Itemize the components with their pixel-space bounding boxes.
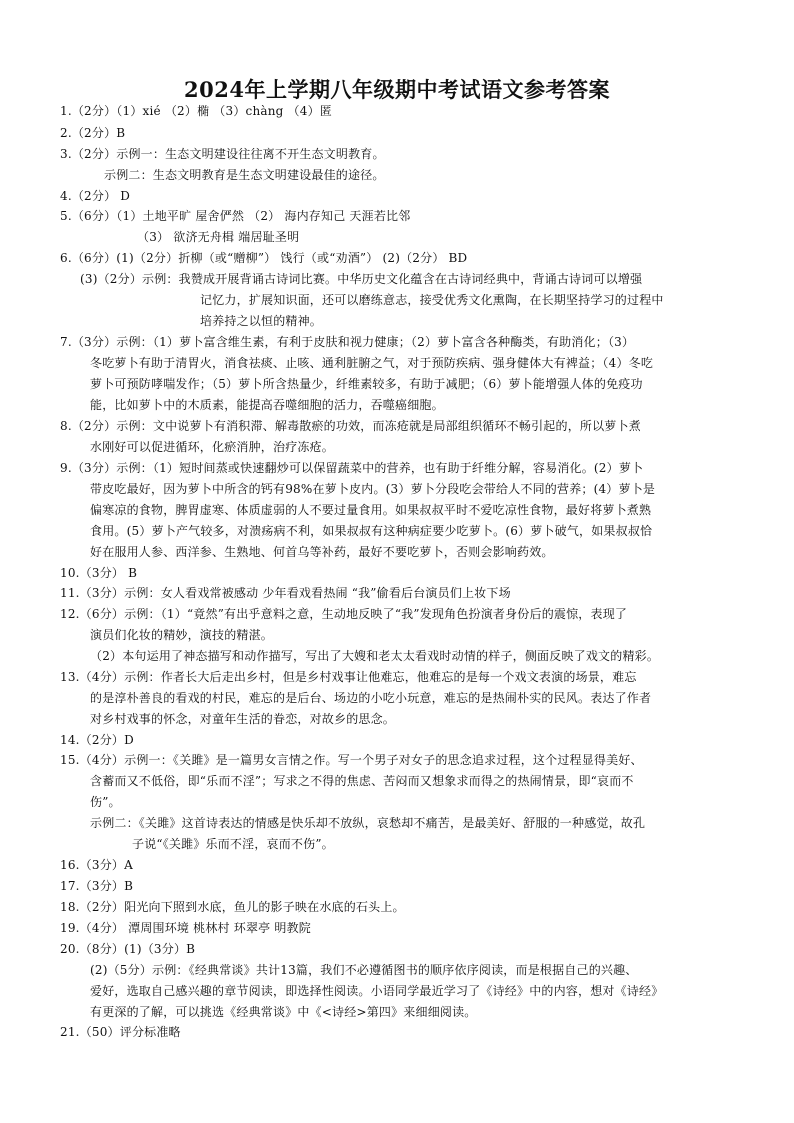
answer-line-q17: 17.（3分）B bbox=[60, 879, 134, 893]
answer-line-q7a: 7.（3分）示例：（1）萝卜富含维生素，有利于皮肤和视力健康；（2）萝卜富含各种酶类，有助消化；（3） bbox=[60, 335, 635, 349]
answer-line-q9e: 好在服用人参、西洋参、生熟地、何首乌等补药，最好不要吃萝卜，否则会影响药效。 bbox=[90, 545, 554, 559]
answer-line-q10: 10.（3分） B bbox=[60, 566, 138, 580]
answer-line-q15d: 示例二：《关雎》这首诗表达的情感是快乐却不放纵，哀愁却不痛苦，是最美好、舒服的一种感觉，故孔 bbox=[90, 816, 646, 830]
answer-line-q15a: 15.（4分）示例一：《关雎》是一篇男女言情之作。写一个男子对女子的思念追求过程，这个过程显得美好、 bbox=[60, 753, 643, 767]
answer-line-q20c: 爱好，选取自己感兴趣的章节阅读，即选择性阅读。小语同学最近学习了《诗经》中的内容，想对《诗经》 bbox=[90, 984, 664, 998]
answer-line-q15c: 伤”。 bbox=[90, 795, 121, 809]
answer-line-q4: 4.（2分） D bbox=[60, 189, 131, 203]
answer-line-q13c: 对乡村戏事的怀念，对童年生活的眷恋，对故乡的思念。 bbox=[90, 712, 396, 726]
answer-line-q15e: 子说“《关雎》乐而不淫，哀而不伤”。 bbox=[132, 837, 334, 851]
page-title: 2024年上学期八年级期中考试语文参考答案 bbox=[184, 77, 610, 102]
answer-line-q20a: 20.（8分）(1)（3分）B bbox=[60, 942, 196, 956]
answer-line-q7b: 冬吃萝卜有助于清胃火，消食祛痰、止咳、通利脏腑之气，对于预防疾病、强身健体大有裨益；（4）冬吃 bbox=[90, 356, 654, 370]
answer-line-q13b: 的是淳朴善良的看戏的村民，难忘的是后台、场边的小吃小玩意，难忘的是热闹朴实的民风。表达了作者 bbox=[90, 691, 652, 705]
answer-line-q2: 2.（2分）B bbox=[60, 126, 126, 140]
answer-line-q13a: 13.（4分）示例：作者长大后走出乡村，但是乡村戏事让他难忘，他难忘的是每一个戏文表演的场景，难忘 bbox=[60, 670, 637, 684]
answer-line-q15b: 含蓄而又不低俗，即“乐而不淫”；写求之不得的焦虑、苦闷而又想象求而得之的热闹情景，即“哀而不 bbox=[90, 774, 634, 788]
answer-line-q5a: 5.（6分）（1）土地平旷 屋舍俨然 （2） 海内存知己 天涯若比邻 bbox=[60, 209, 411, 223]
answer-line-q18: 18.（2分）阳光向下照到水底，鱼儿的影子映在水底的石头上。 bbox=[60, 900, 405, 914]
answer-line-q20d: 有更深的了解，可以挑选《经典常谈》中《<诗经>第四》来细细阅读。 bbox=[90, 1005, 477, 1019]
answer-line-q20b: (2)（5分）示例：《经典常谈》共计13篇，我们不必遵循图书的顺序依序阅读，而是根据自己的兴趣、 bbox=[90, 963, 638, 977]
answer-line-q11: 11.（3分）示例：女人看戏常被感动 少年看戏看热闹 “我”偷看后台演员们上妆下场 bbox=[60, 586, 511, 600]
answer-line-q6d: 培养持之以恒的精神。 bbox=[200, 314, 323, 328]
answer-line-q14: 14.（2分）D bbox=[60, 733, 134, 747]
answer-line-q1: 1.（2分）（1）xié （2）椭 （3）chàng （4）匿 bbox=[60, 104, 332, 118]
answer-line-q9a: 9.（3分）示例：（1）短时间蒸或快速翻炒可以保留蔬菜中的营养，也有助于纤维分解，容易消化。(2）萝卜 bbox=[60, 461, 644, 475]
answer-line-q12c: （2）本句运用了神态描写和动作描写，写出了大嫂和老太太看戏时动情的样子，侧面反映了戏文的精彩。 bbox=[90, 649, 660, 663]
answer-line-q6b: (3)（2分）示例：我赞成开展背诵古诗词比赛。中华历史文化蕴含在古诗词经典中，背诵古诗词可以增强 bbox=[80, 272, 643, 286]
answer-line-q9b: 带皮吃最好，因为萝卜中所含的钙有98%在萝卜皮内。(3）萝卜分段吃会带给人不同的营养；(4）萝卜是 bbox=[90, 482, 656, 496]
answer-line-q7d: 能，比如萝卜中的木质素，能提高吞噬细胞的活力，吞噬癌细胞。 bbox=[90, 398, 444, 412]
answer-line-q12a: 12.（6分）示例：（1）“竟然”有出乎意料之意，生动地反映了“我”发现角色扮演者身份后的震惊，表现了 bbox=[60, 607, 628, 621]
answer-line-q3b: 示例二：生态文明教育是生态文明建设最佳的途径。 bbox=[104, 168, 385, 182]
answer-line-q16: 16.（3分）A bbox=[60, 858, 133, 872]
answer-line-q3a: 3.（2分）示例一：生态文明建设往往离不开生态文明教育。 bbox=[60, 147, 385, 161]
answer-line-q12b: 演员们化妆的精妙，演技的精湛。 bbox=[90, 628, 274, 642]
answer-line-q6a: 6.（6分）(1)（2分）折柳（或“赠柳”） 饯行（或“劝酒”） (2)（2分） BD bbox=[60, 251, 468, 265]
answer-line-q19: 19.（4分） 潭周围环境 桃林村 环翠亭 明教院 bbox=[60, 921, 311, 935]
answer-line-q6c: 记忆力，扩展知识面，还可以磨练意志，接受优秀文化熏陶，在长期坚持学习的过程中 bbox=[200, 293, 664, 307]
answer-line-q9d: 食用。(5）萝卜产气较多，对溃疡病不利，如果叔叔有这种病症要少吃萝卜。(6）萝卜破气，如果叔叔恰 bbox=[90, 524, 653, 538]
answer-line-q8a: 8.（2分）示例：文中说萝卜有消积滞、解毒散瘀的功效，而冻疮就是局部组织循环不畅引起的，所以萝卜煮 bbox=[60, 419, 641, 433]
answer-line-q5b: （3） 欲济无舟楫 端居耻圣明 bbox=[137, 230, 300, 244]
answer-line-q8b: 水刚好可以促进循环，化瘀消肿，治疗冻疮。 bbox=[90, 440, 335, 454]
answer-line-q7c: 萝卜可预防哮喘发作；（5）萝卜所含热量少，纤维素较多，有助于减肥；（6）萝卜能增强人体的免疫功 bbox=[90, 377, 643, 391]
answer-line-q21: 21.（50）评分标准略 bbox=[60, 1025, 181, 1039]
answer-line-q9c: 偏寒凉的食物，脾胃虚寒、体质虚弱的人不要过量食用。如果叔叔平时不爱吃凉性食物，最好将萝卜煮熟 bbox=[90, 503, 652, 517]
